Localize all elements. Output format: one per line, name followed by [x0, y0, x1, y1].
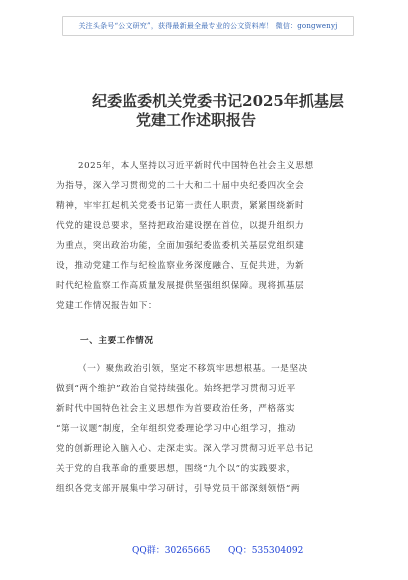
paragraph-line: “第一议题”制度，全年组织党委理论学习中心组学习，推动: [56, 424, 296, 434]
paragraph-line: 设，推动党建工作与纪检监察业务深度融合、互促共进，为新: [56, 261, 305, 271]
section-heading: 一、主要工作情况: [80, 336, 154, 346]
document-title-line-1: 纪委监委机关党委书记2025年抓基层: [92, 92, 344, 110]
paragraph-line: 为指导，深入学习贯彻党的二十大和二十届中央纪委四次全会: [56, 181, 305, 191]
paragraph-line: 党建工作情况报告如下：: [56, 301, 158, 311]
paragraph-line: 党的创新理论入脑入心、走深走实。深入学习贯彻习近平总书记: [56, 444, 314, 454]
paragraph-line: 时代纪检监察工作高质量发展提供坚强组织保障。现将抓基层: [56, 281, 305, 291]
paragraph-line: 关于党的自我革命的重要思想，围绕“九个以”的实践要求，: [56, 464, 296, 474]
document-title-line-2: 党建工作述职报告: [135, 111, 256, 129]
footer-qq-group: QQ群：30265665: [132, 546, 211, 556]
header-banner: 关注头条号“公文研究”，获得最新最全最专业的公文资料库！ 微信：gongwenyj: [62, 16, 354, 36]
paragraph-line: 新时代中国特色社会主义思想作为首要政治任务，严格落实: [56, 404, 296, 414]
paragraph-line: （一）聚焦政治引领，坚定不移筑牢思想根基。一是坚决: [78, 364, 308, 374]
paragraph-line: 为重点，突出政治功能，全面加强纪委监委机关基层党组织建: [56, 241, 305, 251]
footer-qq: QQ：535304092: [228, 546, 304, 556]
paragraph-line: 做到“两个维护”政治自觉持续强化。始终把学习贯彻习近平: [56, 384, 296, 394]
paragraph-line: 2025年，本人坚持以习近平新时代中国特色社会主义思想: [78, 161, 314, 171]
paragraph-line: 组织各党支部开展集中学习研讨，引导党员干部深刻领悟“两: [56, 484, 301, 494]
paragraph-line: 代党的建设总要求，坚持把政治建设摆在首位，以提升组织力: [56, 221, 305, 231]
paragraph-line: 精神，牢牢扛起机关党委书记第一责任人职责，紧紧围绕新时: [56, 201, 305, 211]
